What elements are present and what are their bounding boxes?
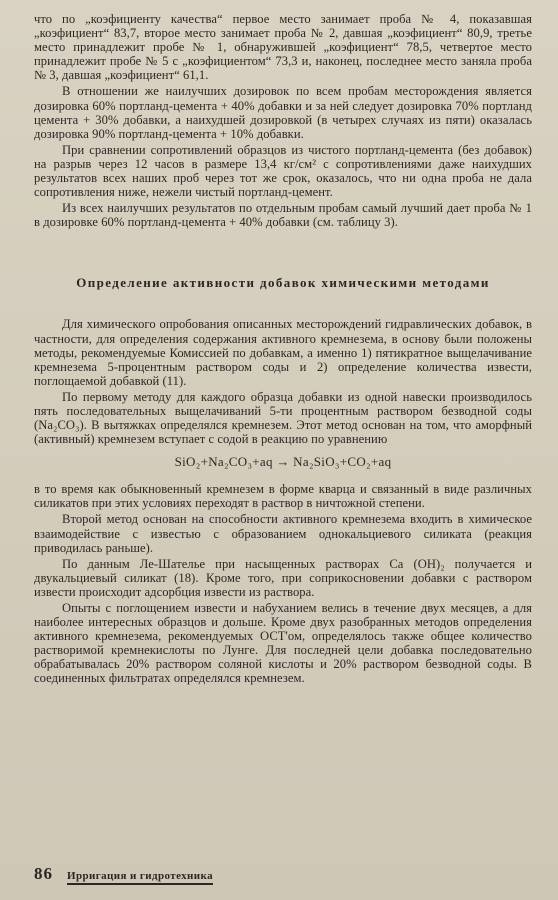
paragraph-8: Второй метод основан на способности активного кремнезема входить в химическое взаимодействие с известью с образованием однокальциевого силиката (реакция приводилась раньше). xyxy=(34,512,532,555)
page-footer xyxy=(34,864,534,885)
paragraph-4: Из всех наилучших результатов по отдельным пробам самый лучший дает проба № 1 в дозировке 60% портланд-цемента + 40% добавки (см. таблицу 3). xyxy=(34,201,532,230)
paragraph-2: В отношении же наилучших дозировок по всем пробам месторождения является дозировка 60% портланд-цемента + 40% добавки и за ней следует дозировка 70% портланд цемента + 30% добавки, а наихудшей дозировкой (в четырех случаях из пяти) оказалась дозировка 90% портланд-цемента + 10% добавки. xyxy=(34,84,532,141)
paragraph-10: Опыты с поглощением извести и набуханием велись в течение двух месяцев, а для наиболее интересных образцов и дольше. Кроме двух разобранных методов определения активного кремнезема, рекомендуемых ОСТ'ом, определялось также общее количество растворимой кремнекислоты по Лунге. Для последней цели добавка последовательно обрабатывалась 20% раствором соляной кислоты и 20% раствором безводной соды. В соединенных фильтратах определялся кремнезем. xyxy=(34,601,532,686)
section-heading: Определение активности добавок химическими методами xyxy=(76,275,490,291)
paragraph-9: По данным Ле-Шателье при насыщенных растворах Ca (OH)₂ получается и двукальциевый силикат (18). Кроме того, при соприкосновении добавки с раствором извести происходит адсорбция извести из раствора. xyxy=(34,556,532,599)
journal-title: Ирригация и гидротехника xyxy=(67,870,213,885)
page-number: 86 xyxy=(34,864,53,883)
paragraph-5: Для химического опробования описанных месторождений гидравлических добавок, в частности, для определения содержания активного кремнезема, в основу были положены методы, рекомендуемые Комиссией по добавкам, а именно 1) пятикратное выщелачивание кремнезема 5-процентным раствором соды и 2) определение количества извести, поглощаемой добавкой (11). xyxy=(34,317,532,388)
chemical-equation: SiO₂+Na₂CO₃+aq → Na₂SiO₃+CO₂+aq xyxy=(174,454,392,470)
paragraph-3: При сравнении сопротивлений образцов из чистого портланд-цемента (без добавок) на разрыв через 12 часов в размере 13,4 кг/см² с сопротивлениями даже наихудших результатов всех наших проб через тот же срок, оказалось, что ни одна проба не дала сопротивления ниже, нежели чистый портланд-цемент. xyxy=(34,142,532,200)
paragraph-1: что по „коэфициенту качества“ первое место занимает проба № 4, показавшая „коэфициент“ 83,7, второе место занимает проба № 2, давшая „коэфициент“ 80,9, третье место принадлежит пробе № 1, обнаружившей „коэфициент“ 78,5, четвертое место принадлежит пробе № 5 с „коэфициентом“ 73,3 и, наконец, последнее место заняла проба № 3, давшая „коэфициент“ 61,1. xyxy=(34,12,532,83)
paragraph-6: По первому методу для каждого образца добавки из одной навески производилось пять последовательных выщелачиваний 5-ти процентным раствором безводной соды (Na₂CO₃). В вытяжках определялся кремнезем. Этот метод основан на том, что аморфный (активный) кремнезем вступает с содой в реакцию по уравнению xyxy=(34,389,532,447)
paragraph-7: в то время как обыкновенный кремнезем в форме кварца и связанный в виде различных силикатов при этих условиях переходят в раствор в ничтожной степени. xyxy=(34,482,532,511)
